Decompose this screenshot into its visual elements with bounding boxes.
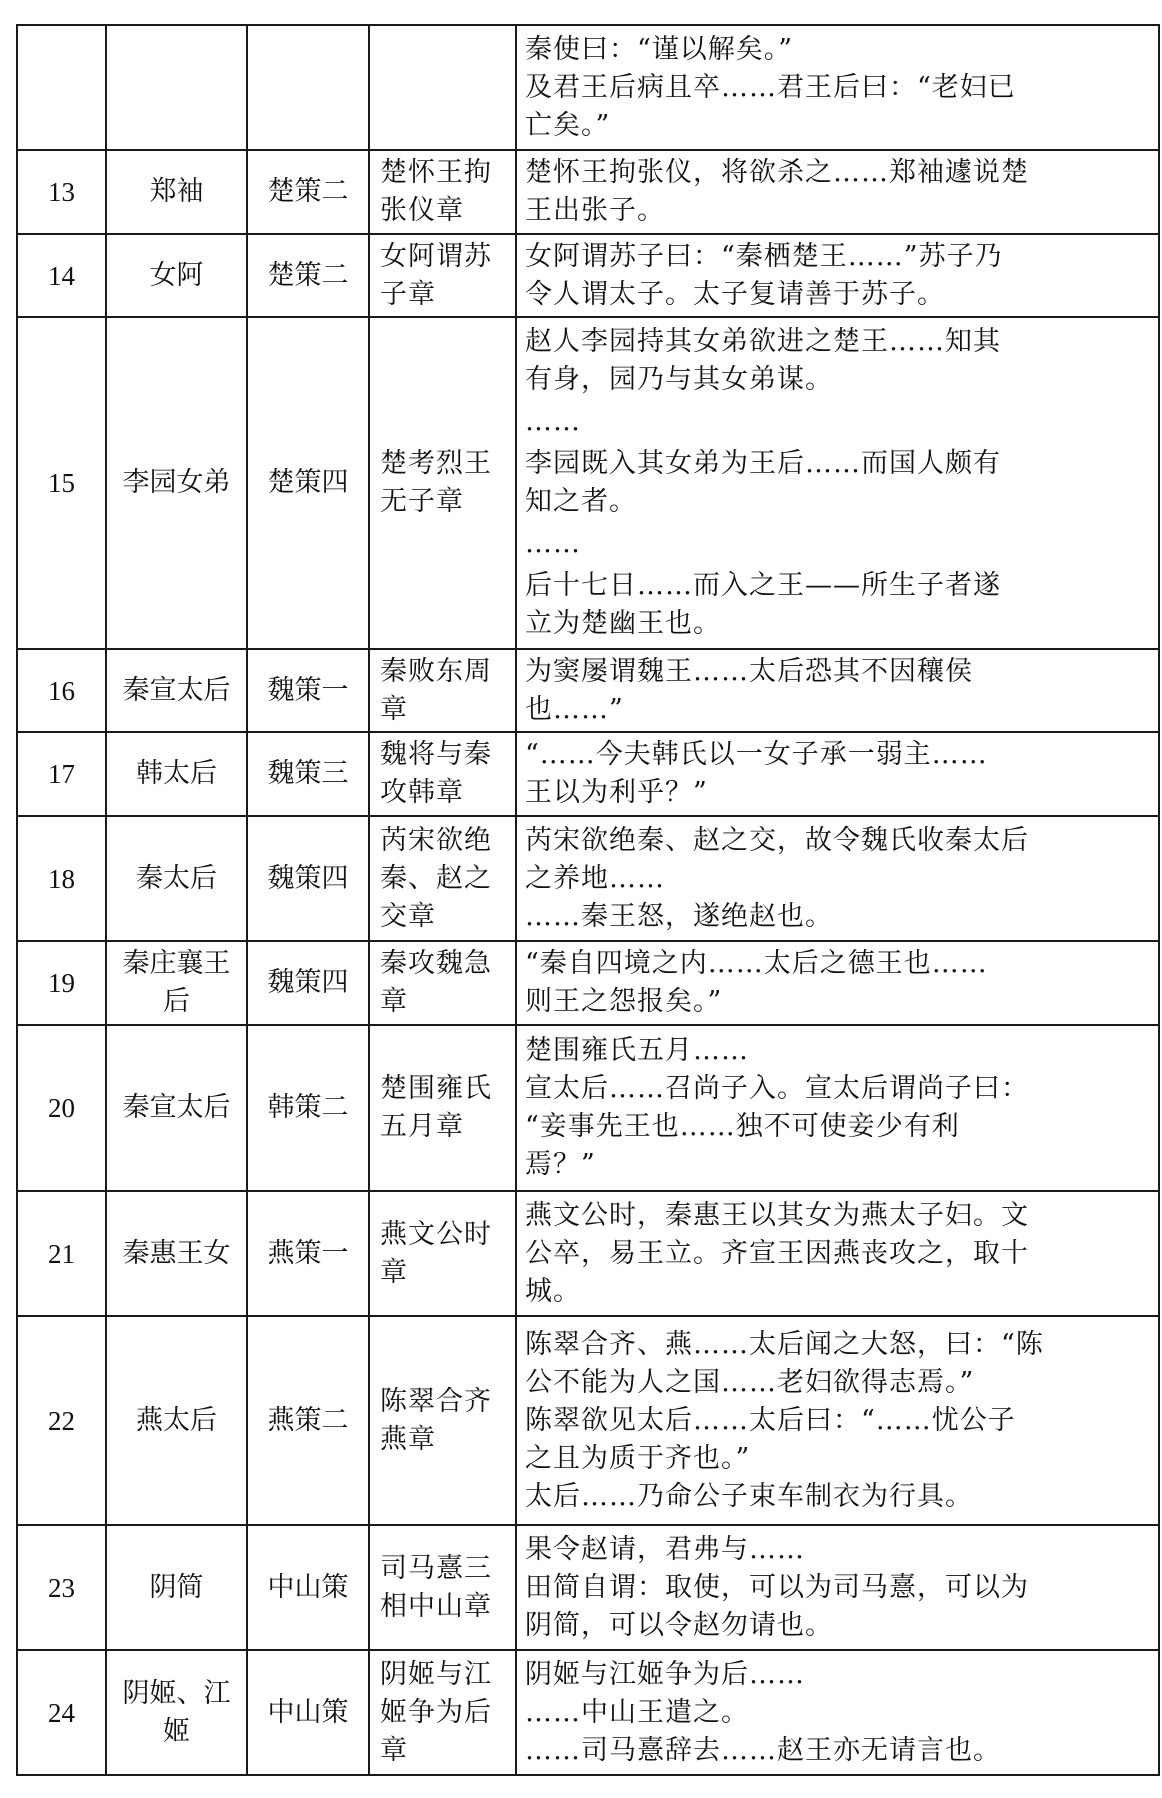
excerpt-line: 令人谓太子。太子复请善于苏子。: [525, 278, 945, 310]
chapter-cell: [369, 1525, 516, 1650]
section-cell: 楚策二: [247, 150, 369, 234]
excerpt-line: 也……”: [525, 693, 624, 725]
person-name: 后: [163, 986, 190, 1017]
excerpt-line: 有身，园乃与其女弟谋。: [525, 364, 833, 395]
excerpt-cell: [516, 941, 1159, 1025]
excerpt-cell: [516, 1191, 1159, 1316]
section-cell: 韩策二: [247, 1025, 369, 1191]
person-name: 秦宣太后: [122, 1092, 231, 1123]
chapter-cell: [369, 234, 516, 317]
person-cell: [106, 1191, 247, 1316]
table-row: [17, 317, 1159, 649]
chapter-line: 秦败东周: [380, 655, 492, 687]
row-number: 17: [17, 732, 106, 816]
chapter-line: 女阿谓苏: [380, 240, 492, 272]
excerpt-line: “秦自四境之内……太后之德王也……: [525, 948, 988, 979]
excerpt-line: 焉？”: [525, 1149, 596, 1180]
excerpt-line: ……秦王怒，遂绝赵也。: [525, 900, 833, 932]
excerpt-line: 楚怀王拘张仪，将欲杀之……郑袖遽说楚: [525, 157, 1029, 188]
chapter-line: 无子章: [380, 486, 464, 517]
section-cell: 魏策一: [247, 649, 369, 732]
table-row: [17, 1025, 1159, 1191]
person-cell: [106, 1025, 247, 1191]
table-row: [17, 25, 1159, 150]
excerpt-cell: [516, 317, 1159, 649]
excerpt-cell: [516, 150, 1159, 234]
excerpt-line: 赵人李园持其女弟欲进之楚王……知其: [525, 326, 1001, 357]
chapter-line: 张仪章: [380, 195, 464, 226]
person-cell: [106, 317, 247, 649]
person-name: 女阿: [149, 259, 204, 291]
excerpt-line: 陈翠合齐、燕……太后闻之大怒，曰：“陈: [525, 1328, 1044, 1360]
chapter-line: 秦、赵之: [380, 862, 492, 894]
section-cell: 中山策: [247, 1650, 369, 1775]
excerpt-line: 则王之怨报矣。”: [525, 986, 723, 1017]
excerpt-cell: [516, 816, 1159, 941]
table-row: [17, 941, 1159, 1025]
chapter-cell: [369, 150, 516, 234]
person-name: 秦宣太后: [122, 674, 231, 706]
chapter-line: 楚考烈王: [380, 448, 492, 479]
row-number: 23: [17, 1525, 106, 1650]
person-cell: [106, 234, 247, 317]
person-name: 韩太后: [136, 758, 217, 789]
excerpt-line: ……中山王遣之。: [525, 1696, 749, 1728]
chapter-cell: [369, 941, 516, 1025]
chapter-line: 阴姬与江: [380, 1658, 492, 1690]
chapter-line: 芮宋欲绝: [380, 824, 492, 856]
excerpt-line: 楚围雍氏五月……: [525, 1035, 749, 1066]
chapter-line: 姬争为后: [380, 1696, 492, 1728]
row-number: 15: [17, 317, 106, 649]
excerpt-line: “妾事先王也……独不可使妾少有利: [525, 1111, 960, 1142]
person-cell: [106, 941, 247, 1025]
table-body: [17, 25, 1159, 1775]
section-cell: [247, 25, 369, 150]
excerpt-line: 阴简，可以令赵勿请也。: [525, 1609, 833, 1641]
source-excerpt-table: [16, 24, 1160, 1776]
table-row: [17, 816, 1159, 941]
table-row: [17, 732, 1159, 816]
excerpt-line: 后十七日……而入之王——所生子者遂: [525, 570, 1001, 601]
chapter-line: 楚围雍氏: [380, 1073, 492, 1104]
excerpt-line: 立为楚幽王也。: [525, 608, 721, 639]
chapter-cell: [369, 816, 516, 941]
excerpt-cell: [516, 1525, 1159, 1650]
ellipsis-line: ……: [525, 528, 581, 559]
chapter-cell: [369, 25, 516, 150]
excerpt-line: 田简自谓：取使，可以为司马憙，可以为: [525, 1571, 1029, 1603]
excerpt-line: 公不能为人之国……老妇欲得志焉。”: [525, 1366, 975, 1398]
table-row: [17, 1191, 1159, 1316]
row-number: 22: [17, 1316, 106, 1525]
chapter-line: 燕文公时: [380, 1218, 492, 1250]
excerpt-line: 女阿谓苏子曰：“秦栖楚王……”苏子乃: [525, 240, 1003, 272]
chapter-cell: [369, 1650, 516, 1775]
excerpt-line: 果令赵请，君弗与……: [525, 1533, 805, 1565]
row-number: [17, 25, 106, 150]
excerpt-cell: [516, 25, 1159, 150]
table-row: [17, 649, 1159, 732]
excerpt-line: ……司马憙辞去……赵王亦无请言也。: [525, 1734, 1001, 1766]
excerpt-line: 陈翠欲见太后……太后曰：“……忧公子: [525, 1404, 1016, 1436]
excerpt-line: 王出张子。: [525, 195, 665, 226]
excerpt-cell: [516, 1316, 1159, 1525]
excerpt-line: 为窦屡谓魏王……太后恐其不因穰侯: [525, 655, 973, 687]
person-cell: [106, 732, 247, 816]
chapter-cell: [369, 317, 516, 649]
person-name: 郑袖: [149, 176, 204, 207]
person-cell: [106, 1316, 247, 1525]
chapter-line: 子章: [380, 278, 436, 310]
excerpt-line: 王以为利乎？”: [525, 777, 708, 808]
excerpt-cell: [516, 234, 1159, 317]
section-cell: 魏策四: [247, 941, 369, 1025]
section-cell: 燕策二: [247, 1316, 369, 1525]
excerpt-line: 宣太后……召尚子入。宣太后谓尚子曰：: [525, 1073, 1029, 1104]
person-name: 秦太后: [136, 862, 217, 894]
row-number: 24: [17, 1650, 106, 1775]
person-name: 李园女弟: [122, 467, 231, 498]
section-cell: 中山策: [247, 1525, 369, 1650]
person-name: 阴姬、江: [122, 1677, 231, 1709]
table-row: [17, 1316, 1159, 1525]
excerpt-cell: [516, 1025, 1159, 1191]
excerpt-line: 燕文公时，秦惠王以其女为燕太子妇。文: [525, 1199, 1029, 1231]
excerpt-line: 李园既入其女弟为王后……而国人颇有: [525, 448, 1001, 479]
excerpt-line: 公卒，易王立。齐宣王因燕丧攻之，取十: [525, 1237, 1029, 1269]
chapter-line: 相中山章: [380, 1590, 492, 1622]
chapter-line: 章: [380, 986, 408, 1017]
section-cell: 楚策二: [247, 234, 369, 317]
excerpt-line: 之且为质于齐也。”: [525, 1442, 751, 1474]
excerpt-cell: [516, 732, 1159, 816]
row-number: 16: [17, 649, 106, 732]
row-number: 19: [17, 941, 106, 1025]
excerpt-line: 秦使曰：“谨以解矣。”: [525, 33, 794, 65]
chapter-line: 楚怀王拘: [380, 157, 492, 188]
excerpt-line: 之养地……: [525, 862, 665, 894]
ellipsis-line: ……: [525, 406, 581, 437]
table-row: [17, 1650, 1159, 1775]
row-number: 18: [17, 816, 106, 941]
person-cell: [106, 1525, 247, 1650]
excerpt-cell: [516, 649, 1159, 732]
excerpt-line: 城。: [525, 1275, 581, 1307]
person-cell: [106, 150, 247, 234]
row-number: 21: [17, 1191, 106, 1316]
chapter-line: 交章: [380, 900, 436, 932]
excerpt-line: “……今夫韩氏以一女子承一弱主……: [525, 739, 988, 770]
chapter-line: 秦攻魏急: [380, 948, 492, 979]
person-name: 秦惠王女: [122, 1237, 231, 1269]
chapter-line: 五月章: [380, 1111, 464, 1142]
excerpt-line: 太后……乃命公子束车制衣为行具。: [525, 1480, 973, 1512]
table-row: [17, 150, 1159, 234]
row-number: 13: [17, 150, 106, 234]
table-row: [17, 234, 1159, 317]
chapter-line: 章: [380, 1256, 408, 1288]
chapter-cell: [369, 732, 516, 816]
excerpt-line: 亡矣。”: [525, 109, 611, 141]
person-name: 燕太后: [136, 1404, 217, 1436]
person-name: 阴简: [149, 1571, 204, 1603]
chapter-line: 攻韩章: [380, 777, 464, 808]
person-cell: [106, 1650, 247, 1775]
person-name: 姬: [163, 1715, 190, 1747]
section-cell: 魏策三: [247, 732, 369, 816]
excerpt-line: 及君王后病且卒……君王后曰：“老妇已: [525, 71, 1016, 103]
chapter-line: 章: [380, 693, 408, 725]
chapter-line: 章: [380, 1734, 408, 1766]
excerpt-line: 芮宋欲绝秦、赵之交，故令魏氏收秦太后: [525, 824, 1029, 856]
chapter-cell: [369, 1025, 516, 1191]
excerpt-line: 知之者。: [525, 486, 637, 517]
chapter-cell: [369, 1316, 516, 1525]
person-name: 秦庄襄王: [122, 948, 231, 979]
excerpt-cell: [516, 1650, 1159, 1775]
section-cell: 魏策四: [247, 816, 369, 941]
section-cell: 楚策四: [247, 317, 369, 649]
person-cell: [106, 25, 247, 150]
person-cell: [106, 649, 247, 732]
row-number: 14: [17, 234, 106, 317]
chapter-cell: [369, 1191, 516, 1316]
person-cell: [106, 816, 247, 941]
chapter-line: 魏将与秦: [380, 739, 492, 770]
section-cell: 燕策一: [247, 1191, 369, 1316]
table-row: [17, 1525, 1159, 1650]
chapter-line: 司马憙三: [380, 1552, 492, 1584]
chapter-cell: [369, 649, 516, 732]
row-number: 20: [17, 1025, 106, 1191]
chapter-line: 陈翠合齐: [380, 1385, 492, 1417]
excerpt-line: 阴姬与江姬争为后……: [525, 1658, 805, 1690]
chapter-line: 燕章: [380, 1423, 436, 1455]
